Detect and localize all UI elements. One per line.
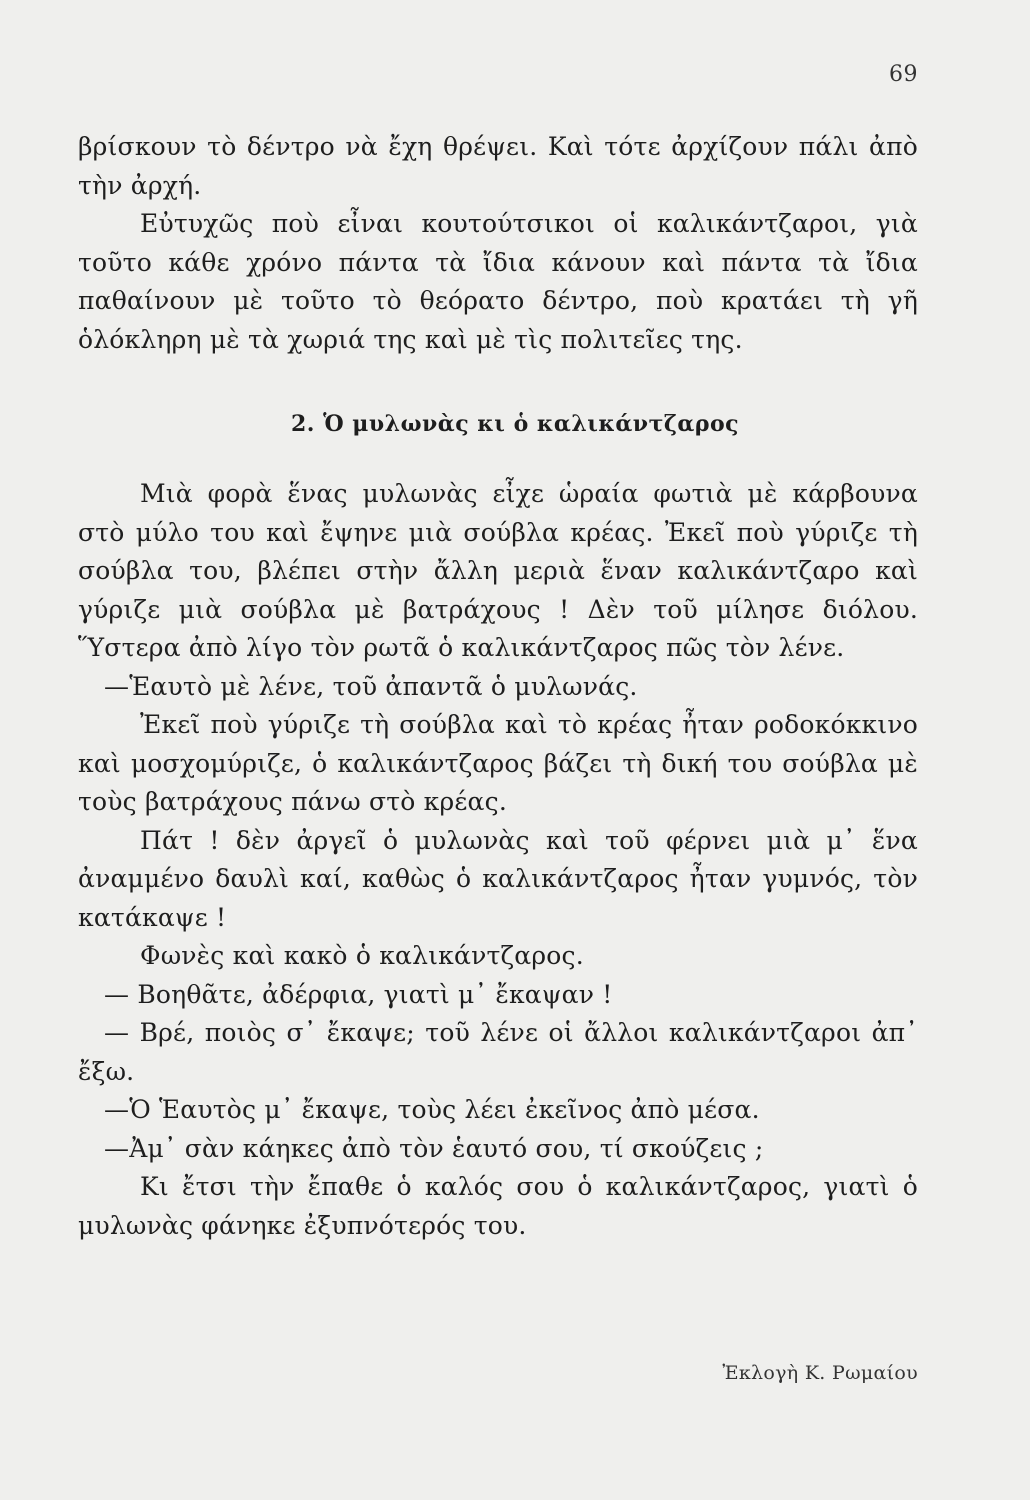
story-paragraph: Πάτ ! δὲν ἀργεῖ ὁ μυλωνὰς καὶ τοῦ φέρνει μιὰ μ᾽ ἕνα ἀναμμένο δαυλὶ καί, καθὼς ὁ καλικάντζαρος ἦταν γυμνός, τὸν κατάκαψε ! [78, 825, 918, 932]
paragraph-goblins-foolish: Εὐτυχῶς ποὺ εἶναι κουτούτσικοι οἱ καλικάντζαροι, γιὰ τοῦτο κάθε χρόνο πάντα τὰ ἴδια κάνουν καὶ πάντα τὰ ἴδια παθαίνουν μὲ τοῦτο τὸ θεόρατο δέντρο, ποὺ κρατάει τὴ γῆ ὁλόκληρη μὲ τὰ χωριά της καὶ μὲ τὶς πολιτεῖες της. [78, 209, 918, 354]
story-dialogue-line: —Ἀμ᾽ σὰν κάηκες ἀπὸ τὸν ἑαυτό σου, τί σκούζεις ; [104, 1133, 764, 1163]
story-paragraph: Φωνὲς καὶ κακὸ ὁ καλικάντζαρος. [140, 941, 584, 970]
story-dialogue-line: — Βρέ, ποιὸς σ᾽ ἔκαψε; τοῦ λένε οἱ ἄλλοι καλικάντζαροι ἀπ᾽ ἔξω. [78, 1018, 918, 1086]
story-dialogue-line: —Ὁ Ἑαυτὸς μ᾽ ἔκαψε, τοὺς λέει ἐκεῖνος ἀπὸ μέσα. [104, 1095, 760, 1124]
section-title: 2. Ὁ μυλωνὰς κι ὁ καλικάντζαρος [290, 411, 740, 437]
story-text-block [78, 475, 918, 1245]
story-paragraph: Μιὰ φορὰ ἕνας μυλωνὰς εἶχε ὡραία φωτιὰ μὲ κάρβουνα στὸ μύλο του καὶ ἔψηνε μιὰ σούβλα κρέας. Ἐκεῖ ποὺ γύριζε τὴ σούβλα του, βλέπει στὴν ἄλλη μεριὰ ἕναν καλικάντζαρο καὶ γύριζε μιὰ σούβλα μὲ βατράχους ! Δὲν τοῦ μίλησε διόλου. Ὕστερα ἀπὸ λίγο τὸν ρωτᾶ ὁ καλικάντζαρος πῶς τὸν λένε. [78, 479, 918, 662]
story-paragraph-ending: Κι ἔτσι τὴν ἔπαθε ὁ καλός σου ὁ καλικάντζαρος, γιατὶ ὁ μυλωνὰς φάνηκε ἐξυπνότερός του. [78, 1172, 918, 1240]
page-number: 69 [889, 62, 918, 87]
story-dialogue-line: —Ἑαυτὸ μὲ λένε, τοῦ ἀπαντᾶ ὁ μυλωνάς. [104, 671, 638, 701]
story-paragraph: Ἐκεῖ ποὺ γύριζε τὴ σούβλα καὶ τὸ κρέας ἦταν ροδοκόκκινο καὶ μοσχομύριζε, ὁ καλικάντζαρος βάζει τὴ δική του σούβλα μὲ τοὺς βατράχους πάνω στὸ κρέας. [78, 710, 918, 816]
story-dialogue-line: — Βοηθᾶτε, ἀδέρφια, γιατὶ μ᾽ ἔκαψαν ! [104, 979, 613, 1009]
top-text-block [78, 128, 918, 359]
paragraph-continuation: βρίσκουν τὸ δέντρο νὰ ἔχη θρέψει. Καὶ τότε ἀρχίζουν πάλι ἀπὸ τὴν ἀρχή. [78, 132, 918, 200]
source-signature: Ἐκλογὴ Κ. Ρωμαίου [722, 1362, 918, 1384]
